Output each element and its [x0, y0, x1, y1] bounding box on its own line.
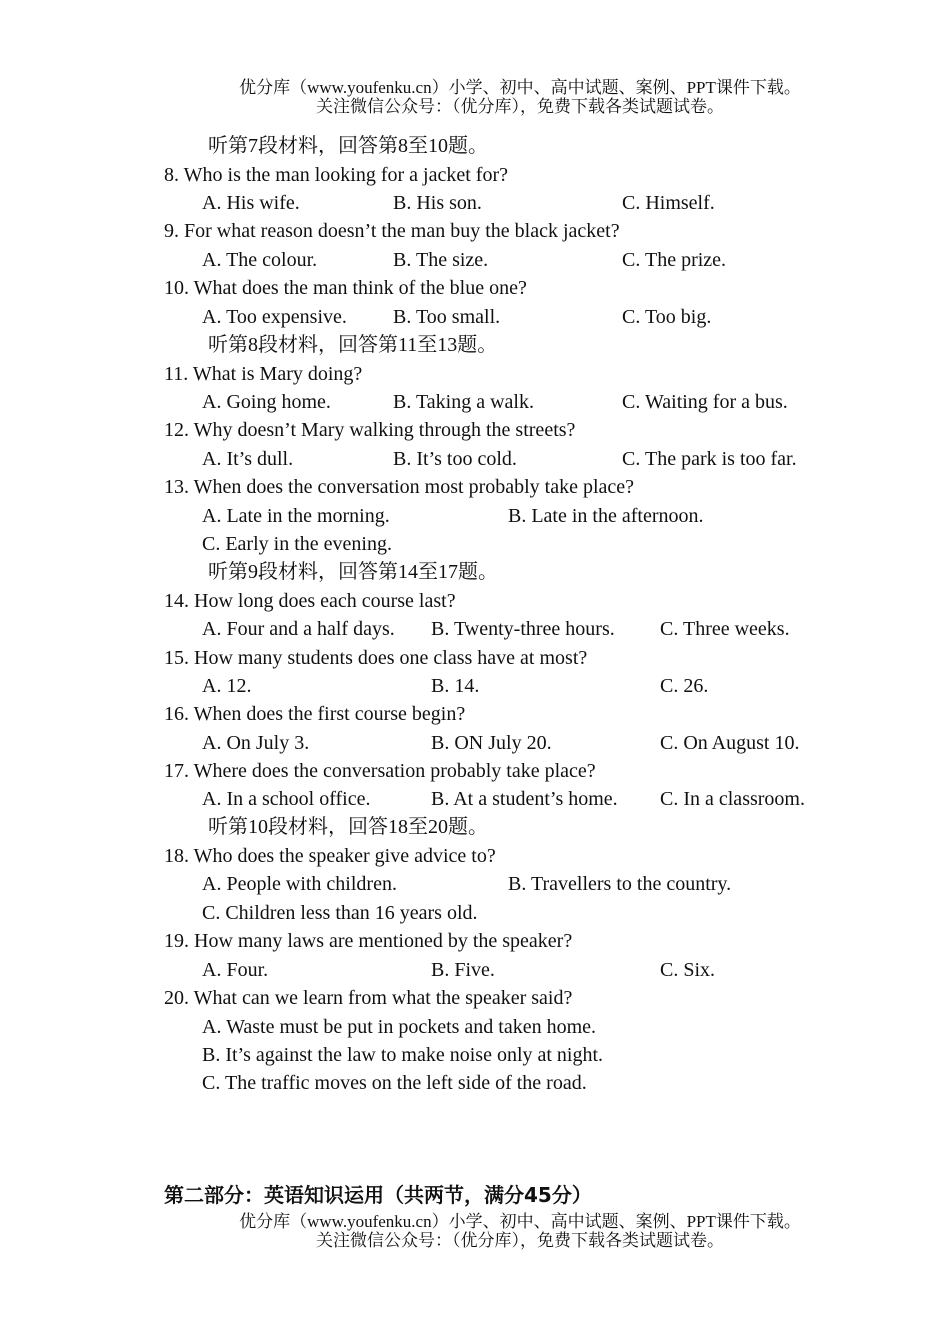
- q17-option-c: C. In a classroom.: [660, 788, 805, 810]
- section-8-instruction: 听第8段材料，回答第11至13题。: [208, 334, 498, 356]
- q15-option-b: B. 14.: [431, 675, 480, 697]
- question-14: 14. How long does each course last?: [164, 590, 456, 612]
- q14-option-a: A. Four and a half days.: [202, 618, 395, 640]
- q11-option-c: C. Waiting for a bus.: [622, 391, 788, 413]
- question-17: 17. Where does the conversation probably take place?: [164, 760, 596, 782]
- q16-option-b: B. ON July 20.: [431, 732, 552, 754]
- q10-option-a: A. Too expensive.: [202, 306, 347, 328]
- q20-option-c: C. The traffic moves on the left side of the road.: [202, 1072, 587, 1094]
- q12-option-c: C. The park is too far.: [622, 448, 797, 470]
- q16-option-c: C. On August 10.: [660, 732, 800, 754]
- page-header: [0, 78, 950, 116]
- section-9-instruction: 听第9段材料，回答第14至17题。: [208, 561, 498, 583]
- q9-option-a: A. The colour.: [202, 249, 318, 271]
- q9-option-b: B. The size.: [393, 249, 489, 271]
- q15-option-c: C. 26.: [660, 675, 709, 697]
- question-15: 15. How many students does one class have at most?: [164, 647, 588, 669]
- q11-option-a: A. Going home.: [202, 391, 331, 413]
- q15-option-a: A. 12.: [202, 675, 252, 697]
- question-16: 16. When does the first course begin?: [164, 703, 466, 725]
- q12-option-a: A. It’s dull.: [202, 448, 294, 470]
- question-12: 12. Why doesn’t Mary walking through the streets?: [164, 419, 576, 441]
- q8-option-c: C. Himself.: [622, 192, 715, 214]
- q19-option-c: C. Six.: [660, 959, 716, 981]
- q10-option-c: C. Too big.: [622, 306, 712, 328]
- q17-option-a: A. In a school office.: [202, 788, 371, 810]
- question-20: 20. What can we learn from what the speaker said?: [164, 987, 573, 1009]
- section-10-instruction: 听第10段材料，回答18至20题。: [208, 816, 488, 838]
- header-line-1: 优分库（www.youfenku.cn）小学、初中、高中试题、案例、PPT课件下载。: [239, 78, 801, 97]
- q11-option-b: B. Taking a walk.: [393, 391, 534, 413]
- footer-line-1: 优分库（www.youfenku.cn）小学、初中、高中试题、案例、PPT课件下载。: [239, 1212, 801, 1231]
- q9-option-c: C. The prize.: [622, 249, 727, 271]
- question-13: 13. When does the conversation most probably take place?: [164, 476, 635, 498]
- question-9: 9. For what reason doesn’t the man buy the black jacket?: [164, 220, 620, 242]
- q18-option-a: A. People with children.: [202, 873, 397, 895]
- header-line-2: 关注微信公众号：（优分库），免费下载各类试题试卷。: [316, 97, 724, 116]
- q8-option-a: A. His wife.: [202, 192, 300, 214]
- q18-option-b: B. Travellers to the country.: [508, 873, 732, 895]
- footer-line-2: 关注微信公众号：（优分库），免费下载各类试题试卷。: [316, 1231, 724, 1250]
- q20-option-a: A. Waste must be put in pockets and taken home.: [202, 1016, 597, 1038]
- q17-option-b: B. At a student’s home.: [431, 788, 618, 810]
- q19-option-a: A. Four.: [202, 959, 269, 981]
- q13-option-c: C. Early in the evening.: [202, 533, 392, 555]
- q8-option-b: B. His son.: [393, 192, 482, 214]
- q14-option-b: B. Twenty-three hours.: [431, 618, 615, 640]
- question-10: 10. What does the man think of the blue one?: [164, 277, 527, 299]
- q10-option-b: B. Too small.: [393, 306, 501, 328]
- q13-option-a: A. Late in the morning.: [202, 505, 390, 527]
- question-8: 8. Who is the man looking for a jacket for?: [164, 164, 508, 186]
- question-18: 18. Who does the speaker give advice to?: [164, 845, 496, 867]
- q19-option-b: B. Five.: [431, 959, 495, 981]
- q20-option-b: B. It’s against the law to make noise only at night.: [202, 1044, 604, 1066]
- question-11: 11. What is Mary doing?: [164, 363, 363, 385]
- q13-option-b: B. Late in the afternoon.: [508, 505, 704, 527]
- section-7-instruction: 听第7段材料，回答第8至10题。: [208, 135, 488, 157]
- q18-option-c: C. Children less than 16 years old.: [202, 902, 478, 924]
- page-footer: [0, 1212, 950, 1250]
- q12-option-b: B. It’s too cold.: [393, 448, 517, 470]
- question-19: 19. How many laws are mentioned by the speaker?: [164, 930, 573, 952]
- q16-option-a: A. On July 3.: [202, 732, 310, 754]
- q14-option-c: C. Three weeks.: [660, 618, 790, 640]
- part-2-title: 第二部分：英语知识运用（共两节，满分45分）: [164, 1183, 592, 1207]
